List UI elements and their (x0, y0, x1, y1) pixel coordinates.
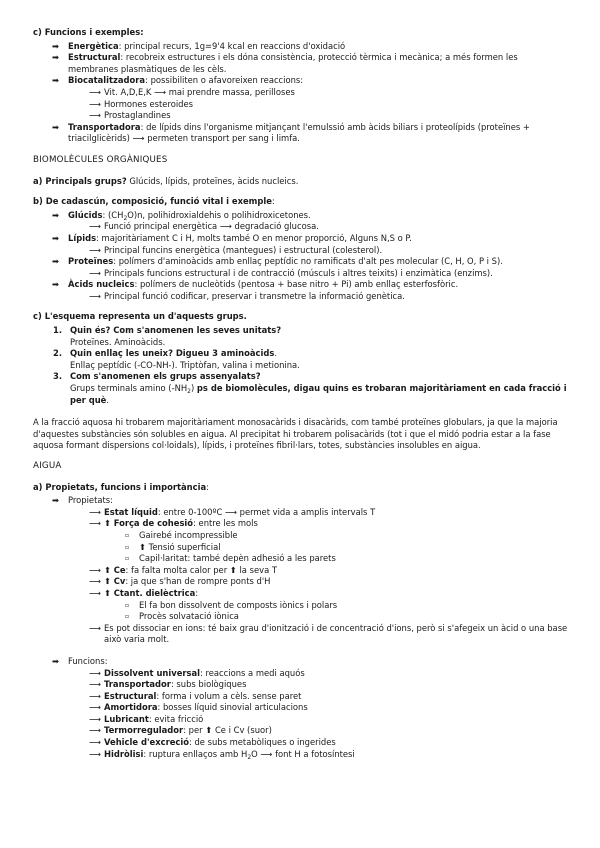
term: Estructural (104, 690, 157, 701)
heading-propietats: a) Propietats, funcions i importància (33, 481, 207, 492)
arrow-icon: ⟶ (89, 244, 102, 255)
arrow-icon: ⟶ (89, 748, 102, 759)
sub-item-hormones (33, 99, 568, 111)
term: Vehicle d'excreció (104, 737, 189, 748)
item-text: O ⟶ font H a fotosíntesi (251, 748, 355, 759)
list-number: 1. (53, 325, 63, 336)
list-item-funcions (33, 656, 568, 668)
sub-item-funcio (33, 691, 568, 703)
sub-item-glucids (33, 221, 568, 233)
subscript: 2 (187, 388, 191, 396)
item-text: Principal funció codificar, preservar i transmetre la informació genètica. (104, 290, 405, 301)
item-text: : majoritàriament C i H, molts també O en menor proporció, Alguns N,S o P. (96, 232, 412, 243)
item-text: El fa bon dissolvent de composts iònics i polars (139, 599, 338, 610)
arrow-icon: ⟶ (89, 86, 102, 97)
term: Proteïnes (68, 256, 114, 267)
arrow-bullet-icon: ➡ (52, 232, 60, 243)
term: Dissolvent universal (104, 667, 201, 678)
square-bullet-icon: ▫ (125, 531, 130, 539)
term: Termorregulador (104, 725, 184, 736)
section-title-biomolecules: BIOMOLÈCULES ORGÀNIQUES (33, 154, 168, 165)
arrow-bullet-icon: ➡ (52, 495, 60, 506)
term: Transportadora (68, 121, 141, 132)
item-text: : polímers d'aminoàcids amb enllaç peptídic no ramificats d'alt pes molecular (C, H, O, P i S). (113, 256, 503, 267)
term: Ce (113, 564, 126, 575)
term: Biocatalitzadora (68, 75, 146, 86)
up-arrow-icon: ⬆ (104, 564, 112, 575)
sub-item-funcio (33, 668, 568, 680)
item-text: : forma i volum a cèls. sense paret (156, 690, 302, 701)
list-item-biocatalitzadora (33, 75, 568, 87)
item-text: : ruptura enllaços amb H (143, 748, 248, 759)
arrow-icon: ⟶ (89, 267, 102, 278)
arrow-icon: ⟶ (89, 679, 102, 690)
sub-item-funcio (33, 702, 568, 714)
item-text: : reaccions a medi aquós (200, 667, 305, 678)
answer-text: Grups terminals amino (-NH (70, 383, 188, 394)
arrow-icon: ⟶ (89, 110, 102, 121)
up-arrow-icon: ⬆ (104, 587, 112, 598)
term: Força de cohesió (113, 518, 194, 529)
list-item-glucids (33, 210, 568, 222)
arrow-bullet-icon: ➡ (52, 75, 60, 86)
term: Lubricant (104, 713, 149, 724)
sub-item-funcio (33, 725, 568, 737)
question-text: Com s'anomenen els grups assenyalats? (70, 371, 261, 382)
item-text: Vit. A,D,E,K ⟶ mai prendre massa, perilloses (104, 86, 295, 97)
question-dot: . (274, 348, 278, 359)
item-text: : polímers de nucleòtids (pentosa + base nitro + Pi) amb enllaç esterfosfòric. (134, 279, 459, 290)
arrow-icon: ⟶ (89, 98, 102, 109)
list-item-estructural (33, 52, 568, 75)
item-text: Procès solvatació iònica (139, 611, 239, 622)
item-text: Principal funcins energètica (mantegues) i estructural (colesterol). (104, 244, 383, 255)
list-item-transportadora (33, 122, 568, 145)
sub-sub-item-capillaritat (33, 553, 568, 565)
arrow-icon: ⟶ (89, 587, 102, 598)
square-bullet-icon: ▫ (125, 543, 130, 551)
item-text: Principals funcions estructural i de contracció (músculs i altres teixits) i enzimàtica (enzims). (104, 267, 493, 278)
heading-principals-grups: a) Principals grups? (33, 175, 127, 186)
item-text: : (CH (102, 209, 124, 220)
answer-text: Proteïnes. Aminoàcids. (70, 336, 166, 347)
sub-item-funcio (33, 679, 568, 691)
arrow-icon: ⟶ (89, 702, 102, 713)
arrow-icon: ⟶ (89, 290, 102, 301)
item-text: : ja que s'han de rompre ponts d'H (125, 576, 271, 587)
up-arrow-icon: ⬆ (104, 518, 112, 529)
arrow-bullet-icon: ➡ (52, 655, 60, 666)
up-arrow-icon: ⬆ (104, 576, 112, 587)
item-text: O)n, polihidroxialdehis o polihidroxicetones. (127, 209, 311, 220)
sub-item-funcio (33, 714, 568, 726)
sub-item-constant-dielectrica (33, 588, 568, 600)
sub-item-proteines (33, 268, 568, 280)
sub-item-lipids (33, 245, 568, 257)
term: Àcids nucleics (68, 279, 135, 290)
list-number: 2. (53, 348, 63, 359)
arrow-icon: ⟶ (89, 564, 102, 575)
term: Amortidora (104, 702, 158, 713)
subscript: 2 (247, 753, 252, 761)
sub-item-cv (33, 576, 568, 588)
list-item-energetica (33, 41, 568, 53)
answer-text: Glúcids, lípids, proteïnes, àcids nucleics. (126, 175, 299, 186)
arrow-bullet-icon: ➡ (52, 256, 60, 267)
arrow-bullet-icon: ➡ (52, 279, 60, 290)
arrow-icon: ⟶ (89, 737, 102, 748)
item-text: : principal recurs, 1g=9'4 kcal en reaccions d'oxidació (118, 40, 346, 51)
item-text: Capil·laritat: també depèn adhesió a les parets (139, 553, 336, 564)
numbered-question-1 (33, 325, 568, 348)
answer-text: Enllaç peptídic (-CO-NH-). Triptòfan, valina i metionina. (70, 359, 300, 370)
answer-text: ) (190, 383, 197, 394)
sub-item-prostaglandines (33, 110, 568, 122)
arrow-icon: ⟶ (89, 506, 102, 517)
question-text: Quin enllaç les uneix? Digueu 3 aminoàcids (70, 348, 275, 359)
arrow-icon: ⟶ (89, 518, 102, 529)
question-b (33, 196, 568, 208)
term: Estat líquid (104, 506, 158, 517)
heading-composicio: b) De cadascún, composició, funció vital i exemple (33, 196, 272, 207)
item-text: Prostaglandines (104, 110, 171, 121)
sub-sub-item-incompressible (33, 530, 568, 542)
question-text: Quin és? Com s'anomenen les seves unitats? (70, 325, 282, 336)
item-text: : subs biològiques (170, 679, 247, 690)
item-text: : de subs metabòliques o ingerides (188, 737, 336, 748)
arrow-icon: ⟶ (89, 576, 102, 587)
section-title-aigua: AIGUA (33, 461, 62, 471)
arrow-icon: ⟶ (89, 221, 102, 232)
list-item-lipids (33, 233, 568, 245)
question-a-aigua (33, 482, 568, 494)
item-text: Funcions: (68, 655, 108, 666)
square-bullet-icon: ▫ (125, 601, 130, 609)
answer-bold-text: ps de biomolècules, digau quins es trobaran majoritàriament en cada fracció i per què (70, 383, 567, 405)
arrow-bullet-icon: ➡ (52, 121, 60, 132)
arrow-bullet-icon: ➡ (52, 209, 60, 220)
arrow-icon: ⟶ (89, 713, 102, 724)
item-text: : possibiliten o afavoreixen reaccions: (145, 75, 304, 86)
answer-end: . (106, 394, 110, 405)
item-text: Hormones esteroides (104, 98, 193, 109)
sub-item-funcio (33, 737, 568, 749)
list-item-propietats (33, 495, 568, 507)
item-text: : de lípids dins l'organisme mitjançant l'emulssió amb àcids biliars i proteolípids (proteïnes + triacilglicèrids) ⟶ permeten transport per sang i limfa. (68, 121, 530, 144)
term: Transportador (104, 679, 171, 690)
item-text: : bosses líquid sinovial articulacions (157, 702, 308, 713)
sub-sub-item-solvatacio (33, 611, 568, 623)
list-number: 3. (53, 371, 63, 382)
sub-sub-item-dissolvent (33, 600, 568, 612)
list-item-proteines (33, 256, 568, 268)
heading-esquema: c) L'esquema representa un d'aquests grups. (33, 311, 247, 322)
sub-item-ce (33, 565, 568, 577)
term: Ctant. dielèctrica (113, 587, 196, 598)
item-text: : entre 0-100ºC ⟶ permet vida a amplis intervals T (157, 506, 376, 517)
term: Energètica (68, 40, 119, 51)
term: Cv (113, 576, 126, 587)
sub-item-dissociar (33, 623, 568, 646)
item-text: Funció principal energètica ⟶ degradació glucosa. (104, 221, 319, 232)
term: Glúcids (68, 209, 103, 220)
item-text: ⬆ Tensió superficial (139, 541, 221, 552)
term: Lípids (68, 232, 97, 243)
heading-colon: : (206, 481, 209, 492)
item-text: : (195, 587, 199, 598)
paragraph-fraccio-aquosa: A la fracció aquosa hi trobarem majoritàriament monosacàrids i disacàrids, com també proteïnes globulars, ja que la majoria d'aquestes substàncies són solubles en aigua. Al precipitat hi trobarem polisacàrids (tot i que el midó podria estar a la fase aquosa formant dispersions col·loidals), lípids, i proteïnes fibril·lars, totes, substàncies insolubles en aigua. (33, 417, 558, 451)
term: Estructural (68, 52, 121, 63)
sub-item-forca-cohesio (33, 518, 568, 530)
term: Hidròlisi (104, 748, 144, 759)
item-text: : recobreix estructures i els dóna consistència, protecció tèrmica i mecànica; a més formen les membranes plasmàtiques de les cèls. (68, 52, 518, 74)
sub-item-hidrolisi (33, 749, 568, 761)
item-text: : entre les mols (193, 518, 258, 529)
list-item-acids-nucleics (33, 279, 568, 291)
arrow-bullet-icon: ➡ (52, 52, 60, 63)
arrow-icon: ⟶ (89, 725, 102, 736)
question-a (33, 176, 568, 188)
numbered-question-2 (33, 348, 568, 371)
item-text: Propietats: (68, 495, 113, 506)
sub-item-acids-nucleics (33, 291, 568, 303)
subscript: 2 (123, 214, 128, 222)
heading-colon: : (271, 196, 275, 207)
item-text: Es pot dissociar en ions: té baix grau d'ionització i de concentració d'ions, però si s'afegeix un àcid o una base això varia molt. (104, 622, 568, 645)
arrow-icon: ⟶ (89, 667, 102, 678)
item-text: : evita fricció (148, 713, 204, 724)
item-text: Gairebé incompressible (139, 529, 238, 540)
item-text: : per ⬆ Ce i Cv (suor) (183, 725, 272, 736)
arrow-icon: ⟶ (89, 622, 102, 633)
item-text: : fa falta molta calor per ⬆ la seva T (125, 564, 277, 575)
arrow-bullet-icon: ➡ (52, 40, 60, 51)
arrow-icon: ⟶ (89, 690, 102, 701)
sub-item-vitamines (33, 87, 568, 99)
heading-funcions: c) Funcions i exemples: (33, 27, 144, 37)
square-bullet-icon: ▫ (125, 555, 130, 563)
sub-sub-item-tensio (33, 542, 568, 554)
sub-item-estat-liquid (33, 507, 568, 519)
square-bullet-icon: ▫ (125, 613, 130, 621)
numbered-question-3 (33, 371, 568, 406)
